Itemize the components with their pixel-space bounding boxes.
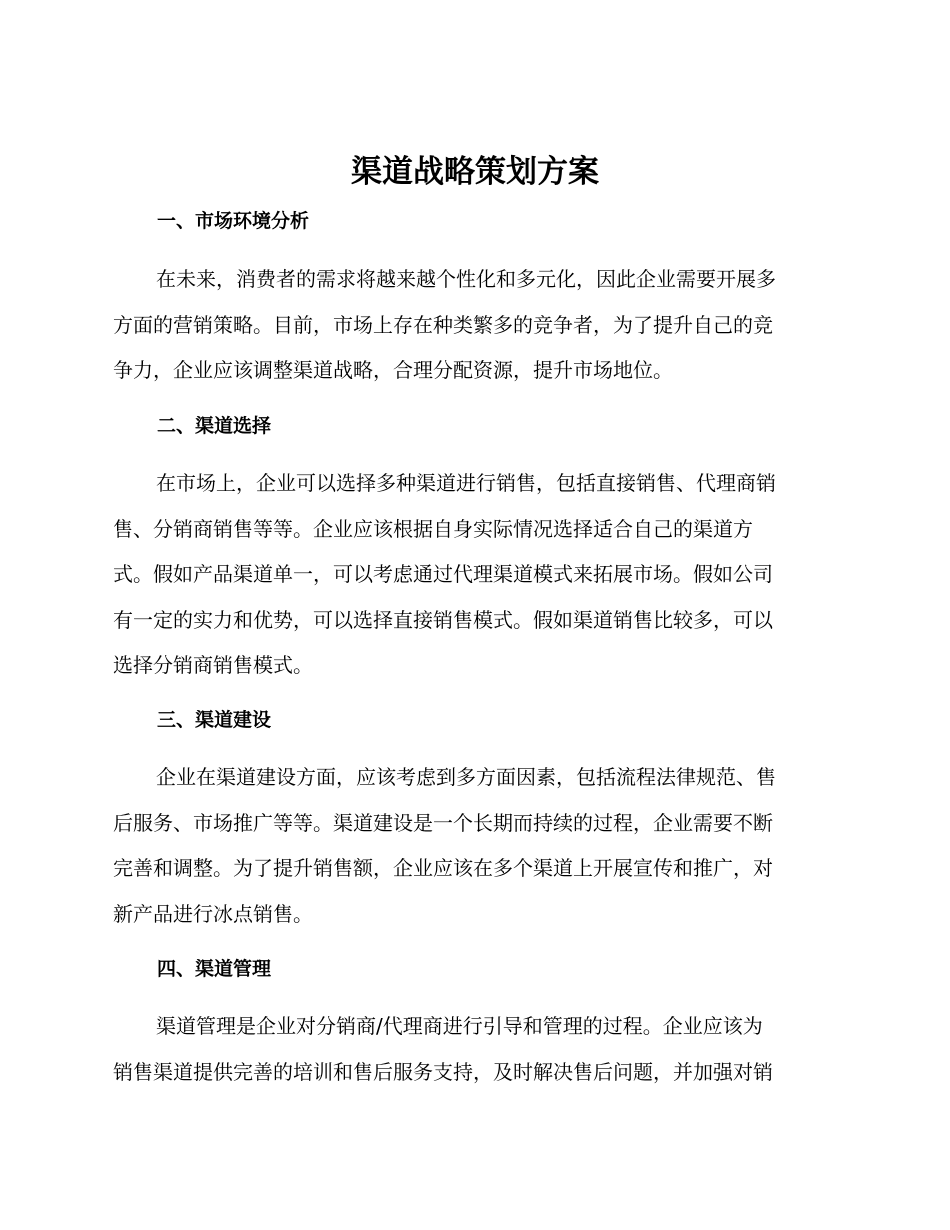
paragraph-line: 选择分销商销售模式。 bbox=[113, 653, 313, 677]
paragraph-line: 方面的营销策略。目前，市场上存在种类繁多的竞争者，为了提升自己的竞 bbox=[113, 312, 773, 337]
section-heading-channel-selection: 二、渠道选择 bbox=[157, 415, 272, 437]
section-paragraph-channel-selection bbox=[113, 461, 833, 689]
paragraph-line: 企业在渠道建设方面，应该考虑到多方面因素，包括流程法律规范、售 bbox=[156, 765, 776, 789]
section-paragraph-channel-construction bbox=[113, 755, 833, 937]
document-title: 渠道战略策划方案 bbox=[351, 154, 599, 190]
section-paragraph-market-analysis bbox=[113, 257, 833, 394]
paragraph-line: 有一定的实力和优势，可以选择直接销售模式。假如渠道销售比较多，可以 bbox=[113, 607, 773, 632]
paragraph-line: 在市场上，企业可以选择多种渠道进行销售，包括直接销售、代理商销 bbox=[156, 471, 776, 495]
paragraph-line: 后服务、市场推广等等。渠道建设是一个长期而持续的过程，企业需要不断 bbox=[113, 810, 773, 835]
paragraph-line: 完善和调整。为了提升销售额，企业应该在多个渠道上开展宣传和推广，对 bbox=[113, 856, 773, 880]
section-heading-market-analysis: 一、市场环境分析 bbox=[157, 210, 310, 232]
paragraph-line: 销售渠道提供完善的培训和售后服务支持，及时解决售后问题，并加强对销 bbox=[113, 1059, 773, 1084]
paragraph-line: 新产品进行冰点销售。 bbox=[113, 901, 313, 926]
paragraph-line: 争力，企业应该调整渠道战略，合理分配资源，提升市场地位。 bbox=[113, 358, 673, 382]
paragraph-line: 渠道管理是企业对分销商/代理商进行引导和管理的过程。企业应该为 bbox=[156, 1014, 763, 1038]
paragraph-line: 在未来，消费者的需求将越来越个性化和多元化，因此企业需要开展多 bbox=[156, 267, 776, 291]
paragraph-line: 式。假如产品渠道单一，可以考虑通过代理渠道模式来拓展市场。假如公司 bbox=[113, 562, 773, 586]
section-heading-channel-construction: 三、渠道建设 bbox=[157, 709, 272, 731]
section-paragraph-channel-management bbox=[113, 1004, 833, 1095]
section-heading-channel-management: 四、渠道管理 bbox=[157, 958, 272, 980]
paragraph-line: 售、分销商销售等等。企业应该根据自身实际情况选择适合自己的渠道方 bbox=[113, 516, 753, 541]
